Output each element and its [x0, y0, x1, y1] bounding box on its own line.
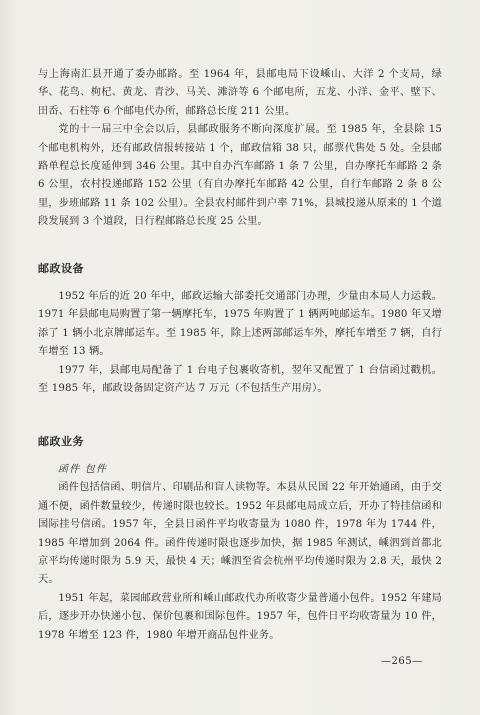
paragraph-postal-routes-1964: 与上海南汇县开通了委办邮路。至 1964 年，县邮电局下设嵊山、大洋 2 个支局，绿华、花鸟、枸杞、黄龙、青沙、马关、滩浒等 6 个邮电所，五龙、小洋、金平、壁下、田岙、石柱等 6 个邮电代办所，邮路总长度 211 公里。: [38, 69, 442, 117]
page-number: —265—: [381, 656, 423, 667]
paragraph-parcels: 1951 年起，菜园邮政营业所和嵊山邮政代办所收寄少量普通小包件。1952 年建局后，逐步开办快递小包、保价包裹和国际包件。1957 年，包件日平均收寄量为 10 件，1978 年增至 123 件，1980 年增开商品包件业务。: [38, 592, 442, 641]
paragraph-transport-vehicles: 1952 年后的近 20 年中，邮政运输大部委托交通部门办理，少量由本局人力运载。1971 年县邮电局购置了第一辆摩托车，1975 年购置了 1 辆两吨邮运车。1980 年又增添了 1 辆小北京牌邮运车。至 1985 年，除上述两部邮运车外，摩托车增至 7 辆，自行车增至 13 辆。: [38, 291, 442, 358]
paragraph-postal-expansion-1985: 党的十一届三中全会以后，县邮政服务不断向深度扩展。至 1985 年，全县除 15 个邮电机构外，还有邮政信报转接站 1 个，邮政信箱 38 只，邮票代售处 5 处。全县邮路单程总长度延伸到 346 公里。其中自办汽车邮路 1 条 7 公里，自办摩托车邮路 2 条 6 公里，农村投递邮路 152 公里（有自办摩托车邮路 42 公里，自行车邮路 2 条 8 公里，步班邮路 11 条 102 公里）。全县农村邮件到户率 71%，县城投递从原来的 1 个道段发展到 3 个道段，日行程邮路总长度 25 公里。: [38, 124, 442, 228]
section-heading-postal-equipment: 邮政设备: [38, 261, 84, 275]
section-heading-postal-business: 邮政业务: [38, 434, 84, 448]
paragraph-letters: 函件包括信函、明信片、印刷品和盲人读物等。本县从民国 22 年开始通函，由于交通不便，函件数量较少，传递时限也较长。1952 年县邮电局成立后，开办了特挂信函和国际挂号信函。1957 年，全县日函件平均收寄量为 1080 件，1978 年为 1744 件，1985 年增加到 2064 件。函件传递时限也逐步加快，据 1985 年测试，嵊泗到首都北京平均传递时限为 5.9 天，最快 4 天；嵊泗至省会杭州平均传递时限为 2.8 天，最快 2 天。: [38, 482, 442, 586]
paragraph-postal-machines: 1977 年，县邮电局配备了 1 台电子包裹收寄机，翌年又配置了 1 台信函过戳机。至 1985 年，邮政设备固定资产达 7 万元（不包括生产用房）。: [38, 364, 442, 395]
subheading-letters-parcels: 函件 包件: [58, 463, 108, 475]
page-body: [38, 66, 442, 645]
